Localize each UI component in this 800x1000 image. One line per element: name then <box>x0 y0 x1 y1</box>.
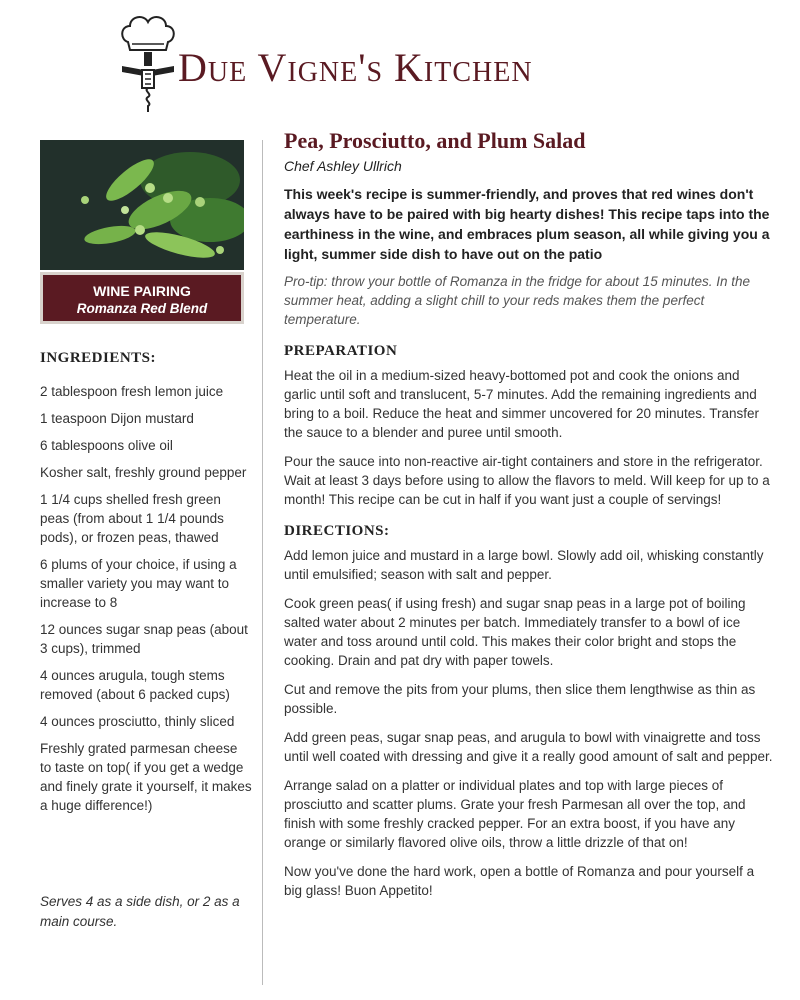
ingredient-item: 1 1/4 cups shelled fresh green peas (from about 1 1/4 pounds pods), or frozen peas, thawed <box>40 492 224 545</box>
directions-step: Now you've done the hard work, open a bottle of Romanza and pour yourself a big glass! Buon Appetito! <box>284 864 755 898</box>
ingredients-list <box>40 382 252 823</box>
ingredient-item: 1 teaspoon Dijon mustard <box>40 411 194 426</box>
directions-step: Cut and remove the pits from your plums, then slice them lengthwise as thin as possible. <box>284 682 756 716</box>
directions-heading: DIRECTIONS: <box>284 523 390 539</box>
ingredient-item: Freshly grated parmesan cheese to taste on top( if you get a wedge and finely grate it yourself, it makes a huge difference!) <box>40 741 252 813</box>
directions-step: Cook green peas( if using fresh) and sugar snap peas in a large pot of boiling salted water about 2 minutes per batch. Immediately transfer to a bowl of ice water and toss around until cold. This makes their color bright and stops the cooking. Drain and pat dry with paper towels. <box>284 596 746 668</box>
ingredient-item: Kosher salt, freshly ground pepper <box>40 465 247 480</box>
directions-step: Add green peas, sugar snap peas, and arugula to bowl with vinaigrette and toss until well coated with dressing and give it a really good amount of salt and pepper. <box>284 730 773 764</box>
wine-pairing-box <box>40 272 244 324</box>
brand-title: Due Vigne's Kitchen <box>178 45 533 90</box>
preparation-heading: PREPARATION <box>284 343 398 359</box>
ingredient-item: 6 tablespoons olive oil <box>40 438 173 453</box>
chef-name: Chef Ashley Ullrich <box>284 158 402 174</box>
salad-photo <box>40 140 244 270</box>
pro-tip: Pro-tip: throw your bottle of Romanza in the fridge for about 15 minutes. In the summer heat, adding a slight chill to your reds makes them the perfect temperature. <box>284 274 751 327</box>
ingredients-heading: INGREDIENTS: <box>40 350 157 366</box>
directions-step: Add lemon juice and mustard in a large bowl. Slowly add oil, whisking constantly until emulsified; season with salt and pepper. <box>284 548 764 582</box>
page-header <box>0 0 800 120</box>
ingredient-item: 4 ounces prosciutto, thinly sliced <box>40 714 235 729</box>
chef-corkscrew-logo-icon <box>118 14 178 114</box>
salad-photo-illustration <box>40 140 244 270</box>
sidebar <box>36 140 252 1000</box>
preparation-paragraph: Heat the oil in a medium-sized heavy-bottomed pot and cook the onions and garlic until soft and translucent, 5-7 minutes. Add the remaining ingredients and bring to a boil. Reduce the heat and simmer uncovered for 20 minutes. Transfer the sauce to a blender and puree until smooth. <box>284 368 760 440</box>
serves-note: Serves 4 as a side dish, or 2 as a main course. <box>40 894 240 929</box>
ingredient-item: 12 ounces sugar snap peas (about 3 cups), trimmed <box>40 622 248 656</box>
recipe-main <box>284 128 774 910</box>
ingredient-item: 4 ounces arugula, tough stems removed (about 6 packed cups) <box>40 668 230 702</box>
preparation-paragraph: Pour the sauce into non-reactive air-tight containers and store in the refrigerator. Wait at least 3 days before using to allow the flavors to meld. Will keep for up to a month! This recipe can be cut in half if you want just a couple of servings! <box>284 454 770 507</box>
wine-pairing-wine: Romanza Red Blend <box>76 301 208 316</box>
ingredient-item: 2 tablespoon fresh lemon juice <box>40 384 224 399</box>
directions-step: Arrange salad on a platter or individual plates and top with large pieces of prosciutto and scatter plums. Grate your fresh Parmesan all over the top, and finish with some freshly cracked pepper. For an extra boost, if you have any orange or similarly flavored olive oils, throw a little drizzle of that on! <box>284 778 746 850</box>
column-divider <box>262 140 263 985</box>
recipe-title: Pea, Prosciutto, and Plum Salad <box>284 128 586 153</box>
ingredient-item: 6 plums of your choice, if using a smaller variety you may want to increase to 8 <box>40 557 237 610</box>
recipe-intro: This week's recipe is summer-friendly, and proves that red wines don't always have to be paired with big hearty dishes! This recipe taps into the earthiness in the wine, and embraces plum season, all while giving you a light, summer side dish to have out on the patio <box>284 186 770 262</box>
wine-pairing-title: WINE PAIRING <box>93 283 191 299</box>
